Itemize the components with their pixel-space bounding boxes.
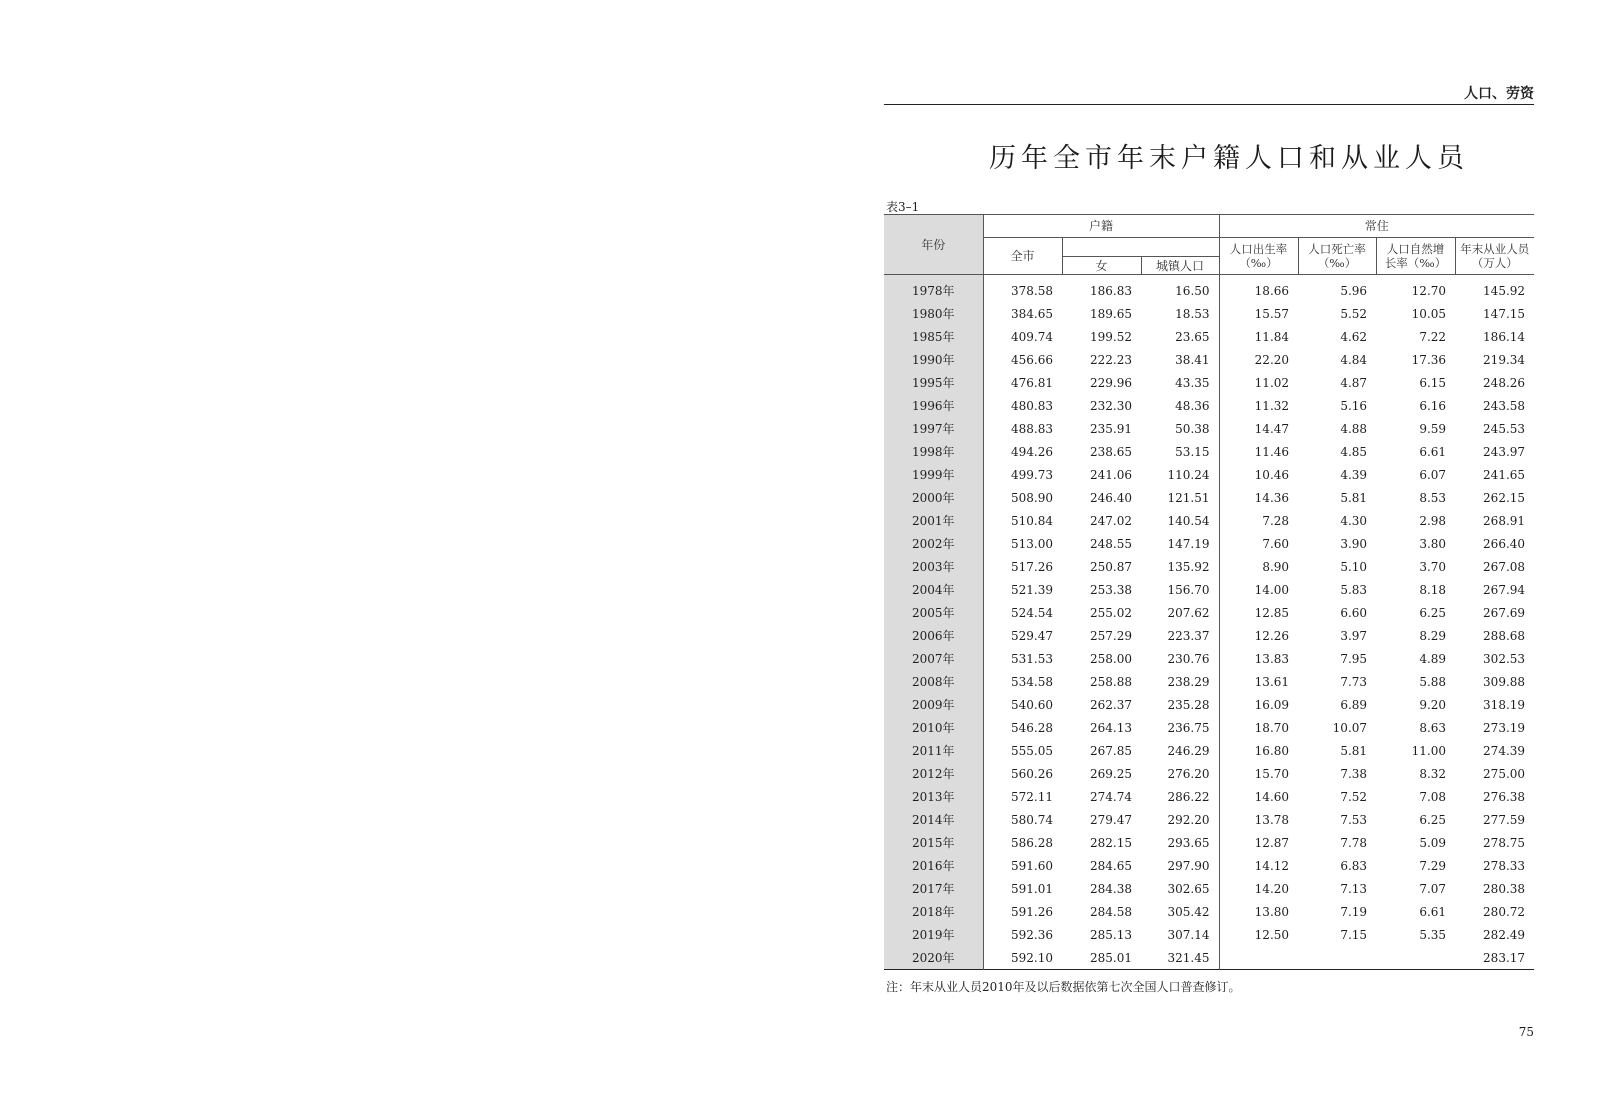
cell-death-rate: 5.96 bbox=[1340, 283, 1368, 298]
header-growth-rate-line2: 长率（‰） bbox=[1384, 256, 1447, 270]
cell-growth-rate: 7.22 bbox=[1419, 329, 1447, 344]
cell-growth-rate: 8.63 bbox=[1419, 720, 1447, 735]
cell-employment: 273.19 bbox=[1483, 720, 1526, 735]
cell-employment: 274.39 bbox=[1483, 743, 1526, 758]
cell-employment: 266.40 bbox=[1483, 536, 1526, 551]
cell-birth-rate: 7.28 bbox=[1219, 509, 1298, 532]
cell-urban: 48.36 bbox=[1175, 398, 1210, 413]
cell-female: 264.13 bbox=[1090, 720, 1132, 735]
cell-total: 540.60 bbox=[983, 693, 1062, 716]
cell-employment: 186.14 bbox=[1483, 329, 1526, 344]
cell-urban: 147.19 bbox=[1167, 536, 1210, 551]
cell-urban: 293.65 bbox=[1167, 835, 1210, 850]
cell-female: 235.91 bbox=[1090, 421, 1132, 436]
cell-year: 2013年 bbox=[884, 785, 983, 808]
cell-total: 494.26 bbox=[983, 440, 1062, 463]
cell-total: 409.74 bbox=[983, 325, 1062, 348]
cell-death-rate: 7.15 bbox=[1340, 927, 1368, 942]
cell-employment: 318.19 bbox=[1483, 697, 1526, 712]
cell-death-rate: 4.88 bbox=[1340, 421, 1368, 436]
table-header bbox=[884, 215, 1534, 275]
table-row bbox=[884, 394, 1534, 417]
cell-birth-rate: 14.47 bbox=[1219, 417, 1298, 440]
header-employment bbox=[1455, 238, 1534, 275]
cell-urban: 302.65 bbox=[1167, 881, 1210, 896]
header-birth-rate-line2: （‰） bbox=[1239, 256, 1278, 270]
cell-growth-rate: 9.20 bbox=[1419, 697, 1447, 712]
cell-death-rate: 4.30 bbox=[1340, 513, 1368, 528]
cell-birth-rate: 14.12 bbox=[1219, 854, 1298, 877]
cell-growth-rate: 7.07 bbox=[1419, 881, 1447, 896]
cell-female: 229.96 bbox=[1090, 375, 1132, 390]
cell-birth-rate: 14.36 bbox=[1219, 486, 1298, 509]
cell-birth-rate: 10.46 bbox=[1219, 463, 1298, 486]
cell-urban: 238.29 bbox=[1167, 674, 1210, 689]
cell-birth-rate: 11.84 bbox=[1219, 325, 1298, 348]
header-total: 全市 bbox=[983, 238, 1062, 275]
cell-urban: 297.90 bbox=[1167, 858, 1210, 873]
cell-death-rate: 5.83 bbox=[1340, 582, 1368, 597]
cell-urban: 50.38 bbox=[1175, 421, 1210, 436]
table-row bbox=[884, 946, 1534, 970]
cell-death-rate: 5.16 bbox=[1340, 398, 1368, 413]
cell-urban: 286.22 bbox=[1167, 789, 1210, 804]
cell-year: 2018年 bbox=[884, 900, 983, 923]
cell-year: 2011年 bbox=[884, 739, 983, 762]
table-body bbox=[884, 275, 1534, 970]
cell-total: 521.39 bbox=[983, 578, 1062, 601]
table-row bbox=[884, 417, 1534, 440]
cell-female: 285.01 bbox=[1090, 950, 1132, 965]
cell-employment: 276.38 bbox=[1483, 789, 1526, 804]
cell-total: 529.47 bbox=[983, 624, 1062, 647]
cell-birth-rate: 15.70 bbox=[1219, 762, 1298, 785]
cell-year: 2015年 bbox=[884, 831, 983, 854]
cell-birth-rate: 12.85 bbox=[1219, 601, 1298, 624]
table-row bbox=[884, 877, 1534, 900]
cell-growth-rate: 17.36 bbox=[1411, 352, 1447, 367]
cell-female: 189.65 bbox=[1090, 306, 1132, 321]
cell-year: 2001年 bbox=[884, 509, 983, 532]
cell-employment: 278.75 bbox=[1483, 835, 1526, 850]
cell-birth-rate: 13.61 bbox=[1219, 670, 1298, 693]
cell-female: 253.38 bbox=[1090, 582, 1132, 597]
cell-year: 2014年 bbox=[884, 808, 983, 831]
cell-urban: 305.42 bbox=[1167, 904, 1210, 919]
cell-employment: 219.34 bbox=[1483, 352, 1526, 367]
cell-growth-rate: 6.61 bbox=[1419, 444, 1447, 459]
header-female: 女 bbox=[1062, 257, 1141, 275]
cell-employment: 282.49 bbox=[1483, 927, 1526, 942]
cell-year: 2007年 bbox=[884, 647, 983, 670]
cell-total: 580.74 bbox=[983, 808, 1062, 831]
cell-year: 2017年 bbox=[884, 877, 983, 900]
cell-employment: 267.94 bbox=[1483, 582, 1526, 597]
cell-birth-rate: 7.60 bbox=[1219, 532, 1298, 555]
cell-employment: 145.92 bbox=[1483, 283, 1526, 298]
cell-female: 186.83 bbox=[1090, 283, 1132, 298]
cell-death-rate: 5.81 bbox=[1340, 490, 1368, 505]
cell-total: 476.81 bbox=[983, 371, 1062, 394]
cell-employment: 245.53 bbox=[1483, 421, 1526, 436]
header-rule bbox=[884, 104, 1534, 105]
cell-year: 1999年 bbox=[884, 463, 983, 486]
cell-birth-rate: 14.60 bbox=[1219, 785, 1298, 808]
cell-death-rate: 7.13 bbox=[1340, 881, 1368, 896]
cell-employment: 280.72 bbox=[1483, 904, 1526, 919]
cell-growth-rate: 4.89 bbox=[1419, 651, 1447, 666]
header-employment-line2: （万人） bbox=[1471, 256, 1518, 270]
page-number: 75 bbox=[1518, 1025, 1534, 1039]
cell-growth-rate: 7.29 bbox=[1419, 858, 1447, 873]
cell-growth-rate: 8.53 bbox=[1419, 490, 1447, 505]
cell-death-rate: 6.89 bbox=[1340, 697, 1368, 712]
cell-growth-rate: 3.70 bbox=[1419, 559, 1447, 574]
cell-year: 2009年 bbox=[884, 693, 983, 716]
cell-employment: 288.68 bbox=[1483, 628, 1526, 643]
cell-total: 384.65 bbox=[983, 302, 1062, 325]
cell-urban: 121.51 bbox=[1167, 490, 1210, 505]
cell-female: 238.65 bbox=[1090, 444, 1132, 459]
cell-employment: 302.53 bbox=[1483, 651, 1526, 666]
cell-growth-rate: 10.05 bbox=[1411, 306, 1447, 321]
cell-employment: 280.38 bbox=[1483, 881, 1526, 896]
cell-total: 591.26 bbox=[983, 900, 1062, 923]
cell-growth-rate: 12.70 bbox=[1411, 283, 1447, 298]
header-changzhu: 常住 bbox=[1219, 215, 1534, 238]
header-birth-rate-line1: 人口出生率 bbox=[1229, 242, 1288, 256]
cell-death-rate: 3.90 bbox=[1340, 536, 1368, 551]
cell-urban: 110.24 bbox=[1167, 467, 1210, 482]
table-row bbox=[884, 739, 1534, 762]
table-row bbox=[884, 670, 1534, 693]
table-row bbox=[884, 624, 1534, 647]
cell-birth-rate: 8.90 bbox=[1219, 555, 1298, 578]
table-row bbox=[884, 578, 1534, 601]
cell-total: 510.84 bbox=[983, 509, 1062, 532]
cell-female: 284.58 bbox=[1090, 904, 1132, 919]
table-row bbox=[884, 693, 1534, 716]
cell-urban: 53.15 bbox=[1175, 444, 1210, 459]
cell-death-rate: 6.83 bbox=[1340, 858, 1368, 873]
header-urban: 城镇人口 bbox=[1141, 257, 1219, 275]
cell-growth-rate bbox=[1376, 946, 1455, 970]
cell-urban: 135.92 bbox=[1167, 559, 1210, 574]
cell-employment: 248.26 bbox=[1483, 375, 1526, 390]
cell-birth-rate: 14.20 bbox=[1219, 877, 1298, 900]
cell-growth-rate: 6.61 bbox=[1419, 904, 1447, 919]
cell-year: 1995年 bbox=[884, 371, 983, 394]
cell-total: 586.28 bbox=[983, 831, 1062, 854]
cell-birth-rate: 18.70 bbox=[1219, 716, 1298, 739]
cell-death-rate: 4.85 bbox=[1340, 444, 1368, 459]
cell-employment: 268.91 bbox=[1483, 513, 1526, 528]
table-row bbox=[884, 325, 1534, 348]
cell-urban: 230.76 bbox=[1167, 651, 1210, 666]
cell-female: 279.47 bbox=[1090, 812, 1132, 827]
cell-birth-rate: 16.09 bbox=[1219, 693, 1298, 716]
cell-total: 531.53 bbox=[983, 647, 1062, 670]
table-row bbox=[884, 463, 1534, 486]
cell-urban: 156.70 bbox=[1167, 582, 1210, 597]
cell-birth-rate bbox=[1219, 946, 1298, 970]
table-row bbox=[884, 785, 1534, 808]
table-row bbox=[884, 647, 1534, 670]
cell-female: 247.02 bbox=[1090, 513, 1132, 528]
cell-employment: 309.88 bbox=[1483, 674, 1526, 689]
cell-female: 258.00 bbox=[1090, 651, 1132, 666]
cell-death-rate bbox=[1298, 946, 1376, 970]
cell-year: 2006年 bbox=[884, 624, 983, 647]
cell-death-rate: 7.19 bbox=[1340, 904, 1368, 919]
cell-year: 2016年 bbox=[884, 854, 983, 877]
cell-urban: 321.45 bbox=[1167, 950, 1210, 965]
cell-female: 250.87 bbox=[1090, 559, 1132, 574]
cell-total: 591.60 bbox=[983, 854, 1062, 877]
cell-employment: 278.33 bbox=[1483, 858, 1526, 873]
cell-death-rate: 3.97 bbox=[1340, 628, 1368, 643]
cell-death-rate: 7.38 bbox=[1340, 766, 1368, 781]
cell-birth-rate: 11.32 bbox=[1219, 394, 1298, 417]
cell-birth-rate: 18.66 bbox=[1219, 275, 1298, 303]
cell-female: 258.88 bbox=[1090, 674, 1132, 689]
cell-total: 378.58 bbox=[983, 275, 1062, 303]
cell-employment: 277.59 bbox=[1483, 812, 1526, 827]
cell-urban: 16.50 bbox=[1175, 283, 1210, 298]
cell-total: 508.90 bbox=[983, 486, 1062, 509]
cell-female: 257.29 bbox=[1090, 628, 1132, 643]
cell-birth-rate: 13.78 bbox=[1219, 808, 1298, 831]
table-row bbox=[884, 302, 1534, 325]
table-row bbox=[884, 923, 1534, 946]
cell-urban: 276.20 bbox=[1167, 766, 1210, 781]
cell-year: 1997年 bbox=[884, 417, 983, 440]
cell-urban: 43.35 bbox=[1175, 375, 1210, 390]
table-row bbox=[884, 509, 1534, 532]
cell-total: 499.73 bbox=[983, 463, 1062, 486]
table-row bbox=[884, 348, 1534, 371]
cell-death-rate: 7.95 bbox=[1340, 651, 1368, 666]
cell-growth-rate: 5.88 bbox=[1419, 674, 1447, 689]
cell-year: 2012年 bbox=[884, 762, 983, 785]
cell-urban: 235.28 bbox=[1167, 697, 1210, 712]
cell-year: 1990年 bbox=[884, 348, 983, 371]
cell-employment: 241.65 bbox=[1483, 467, 1526, 482]
cell-total: 592.36 bbox=[983, 923, 1062, 946]
cell-urban: 207.62 bbox=[1167, 605, 1210, 620]
cell-employment: 147.15 bbox=[1483, 306, 1526, 321]
header-growth-rate-line1: 人口自然增 bbox=[1386, 242, 1445, 256]
cell-employment: 267.69 bbox=[1483, 605, 1526, 620]
cell-death-rate: 7.73 bbox=[1340, 674, 1368, 689]
cell-total: 524.54 bbox=[983, 601, 1062, 624]
table-row bbox=[884, 371, 1534, 394]
cell-growth-rate: 2.98 bbox=[1419, 513, 1447, 528]
cell-birth-rate: 11.02 bbox=[1219, 371, 1298, 394]
cell-growth-rate: 6.16 bbox=[1419, 398, 1447, 413]
cell-death-rate: 7.78 bbox=[1340, 835, 1368, 850]
cell-total: 534.58 bbox=[983, 670, 1062, 693]
cell-death-rate: 5.52 bbox=[1340, 306, 1368, 321]
cell-year: 2010年 bbox=[884, 716, 983, 739]
cell-female: 262.37 bbox=[1090, 697, 1132, 712]
table-note: 注：年末从业人员2010年及以后数据依第七次全国人口普查修订。 bbox=[886, 980, 1241, 994]
cell-year: 1980年 bbox=[884, 302, 983, 325]
cell-year: 2003年 bbox=[884, 555, 983, 578]
table-row bbox=[884, 900, 1534, 923]
cell-birth-rate: 15.57 bbox=[1219, 302, 1298, 325]
table-row bbox=[884, 762, 1534, 785]
cell-birth-rate: 16.80 bbox=[1219, 739, 1298, 762]
cell-total: 546.28 bbox=[983, 716, 1062, 739]
table-row bbox=[884, 486, 1534, 509]
book-page bbox=[884, 70, 1534, 1050]
cell-year: 2020年 bbox=[884, 946, 983, 970]
cell-employment: 243.58 bbox=[1483, 398, 1526, 413]
cell-birth-rate: 11.46 bbox=[1219, 440, 1298, 463]
cell-female: 232.30 bbox=[1090, 398, 1132, 413]
cell-death-rate: 4.62 bbox=[1340, 329, 1368, 344]
cell-total: 488.83 bbox=[983, 417, 1062, 440]
cell-growth-rate: 6.25 bbox=[1419, 812, 1447, 827]
cell-urban: 38.41 bbox=[1175, 352, 1210, 367]
cell-growth-rate: 9.59 bbox=[1419, 421, 1447, 436]
cell-total: 560.26 bbox=[983, 762, 1062, 785]
section-header: 人口、劳资 bbox=[1464, 86, 1534, 102]
cell-total: 480.83 bbox=[983, 394, 1062, 417]
cell-year: 1985年 bbox=[884, 325, 983, 348]
cell-birth-rate: 13.80 bbox=[1219, 900, 1298, 923]
header-death-rate bbox=[1298, 238, 1376, 275]
cell-employment: 275.00 bbox=[1483, 766, 1526, 781]
cell-female: 269.25 bbox=[1090, 766, 1132, 781]
header-year: 年份 bbox=[884, 215, 983, 275]
cell-growth-rate: 3.80 bbox=[1419, 536, 1447, 551]
table-row bbox=[884, 831, 1534, 854]
cell-death-rate: 7.52 bbox=[1340, 789, 1368, 804]
cell-year: 2004年 bbox=[884, 578, 983, 601]
cell-female: 246.40 bbox=[1090, 490, 1132, 505]
cell-death-rate: 4.39 bbox=[1340, 467, 1368, 482]
cell-employment: 267.08 bbox=[1483, 559, 1526, 574]
cell-death-rate: 5.81 bbox=[1340, 743, 1368, 758]
header-growth-rate bbox=[1376, 238, 1455, 275]
cell-female: 241.06 bbox=[1090, 467, 1132, 482]
table-row bbox=[884, 532, 1534, 555]
header-huji: 户籍 bbox=[983, 215, 1219, 238]
cell-urban: 246.29 bbox=[1167, 743, 1210, 758]
cell-urban: 223.37 bbox=[1167, 628, 1210, 643]
cell-growth-rate: 8.29 bbox=[1419, 628, 1447, 643]
cell-urban: 23.65 bbox=[1175, 329, 1210, 344]
cell-death-rate: 4.84 bbox=[1340, 352, 1368, 367]
cell-birth-rate: 12.87 bbox=[1219, 831, 1298, 854]
cell-total: 517.26 bbox=[983, 555, 1062, 578]
cell-growth-rate: 8.32 bbox=[1419, 766, 1447, 781]
cell-female: 284.38 bbox=[1090, 881, 1132, 896]
cell-birth-rate: 12.50 bbox=[1219, 923, 1298, 946]
cell-death-rate: 7.53 bbox=[1340, 812, 1368, 827]
cell-employment: 283.17 bbox=[1483, 950, 1526, 965]
cell-growth-rate: 8.18 bbox=[1419, 582, 1447, 597]
cell-year: 2008年 bbox=[884, 670, 983, 693]
cell-total: 572.11 bbox=[983, 785, 1062, 808]
cell-female: 267.85 bbox=[1090, 743, 1132, 758]
cell-total: 456.66 bbox=[983, 348, 1062, 371]
cell-year: 2002年 bbox=[884, 532, 983, 555]
table-title: 历年全市年末户籍人口和从业人员 bbox=[989, 143, 1469, 174]
header-death-rate-line1: 人口死亡率 bbox=[1308, 242, 1366, 256]
cell-birth-rate: 13.83 bbox=[1219, 647, 1298, 670]
cell-birth-rate: 22.20 bbox=[1219, 348, 1298, 371]
cell-urban: 140.54 bbox=[1167, 513, 1210, 528]
cell-employment: 243.97 bbox=[1483, 444, 1526, 459]
table-code: 表3–1 bbox=[886, 200, 920, 214]
header-death-rate-line2: （‰） bbox=[1317, 256, 1357, 270]
table-row bbox=[884, 716, 1534, 739]
cell-total: 591.01 bbox=[983, 877, 1062, 900]
cell-growth-rate: 6.07 bbox=[1419, 467, 1447, 482]
cell-year: 1998年 bbox=[884, 440, 983, 463]
cell-growth-rate: 6.15 bbox=[1419, 375, 1447, 390]
cell-growth-rate: 5.09 bbox=[1419, 835, 1447, 850]
cell-urban: 18.53 bbox=[1175, 306, 1210, 321]
cell-female: 284.65 bbox=[1090, 858, 1132, 873]
cell-employment: 262.15 bbox=[1483, 490, 1526, 505]
header-employment-line1: 年末从业人员 bbox=[1460, 242, 1530, 256]
cell-birth-rate: 12.26 bbox=[1219, 624, 1298, 647]
cell-death-rate: 5.10 bbox=[1340, 559, 1368, 574]
cell-growth-rate: 11.00 bbox=[1411, 743, 1447, 758]
header-huji-spacer bbox=[1062, 238, 1219, 257]
cell-birth-rate: 14.00 bbox=[1219, 578, 1298, 601]
cell-urban: 307.14 bbox=[1167, 927, 1210, 942]
cell-female: 248.55 bbox=[1090, 536, 1132, 551]
table-row bbox=[884, 601, 1534, 624]
cell-year: 2019年 bbox=[884, 923, 983, 946]
cell-year: 2000年 bbox=[884, 486, 983, 509]
cell-growth-rate: 6.25 bbox=[1419, 605, 1447, 620]
cell-female: 255.02 bbox=[1090, 605, 1132, 620]
cell-total: 555.05 bbox=[983, 739, 1062, 762]
cell-year: 2005年 bbox=[884, 601, 983, 624]
cell-death-rate: 4.87 bbox=[1340, 375, 1368, 390]
cell-growth-rate: 7.08 bbox=[1419, 789, 1447, 804]
cell-female: 274.74 bbox=[1090, 789, 1132, 804]
table-row bbox=[884, 808, 1534, 831]
cell-total: 513.00 bbox=[983, 532, 1062, 555]
table-row bbox=[884, 555, 1534, 578]
cell-total: 592.10 bbox=[983, 946, 1062, 970]
cell-year: 1996年 bbox=[884, 394, 983, 417]
cell-urban: 236.75 bbox=[1167, 720, 1210, 735]
cell-growth-rate: 5.35 bbox=[1419, 927, 1447, 942]
population-table bbox=[884, 214, 1534, 970]
cell-year: 1978年 bbox=[884, 275, 983, 303]
cell-female: 199.52 bbox=[1090, 329, 1132, 344]
table-row bbox=[884, 440, 1534, 463]
cell-female: 282.15 bbox=[1090, 835, 1132, 850]
cell-female: 285.13 bbox=[1090, 927, 1132, 942]
table-row bbox=[884, 854, 1534, 877]
table-row bbox=[884, 275, 1534, 303]
cell-death-rate: 10.07 bbox=[1332, 720, 1368, 735]
cell-female: 222.23 bbox=[1090, 352, 1132, 367]
cell-death-rate: 6.60 bbox=[1340, 605, 1368, 620]
header-birth-rate bbox=[1219, 238, 1298, 275]
cell-urban: 292.20 bbox=[1167, 812, 1210, 827]
